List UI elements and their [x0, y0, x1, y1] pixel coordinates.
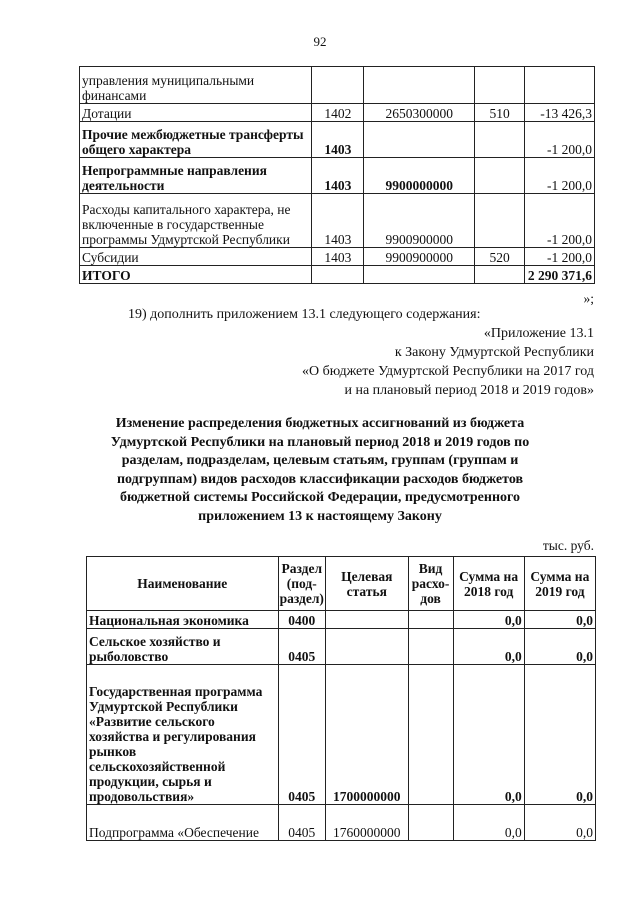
cell-name: Национальная экономика	[87, 611, 279, 629]
cell-name: Прочие межбюджетные трансферты общего характера	[80, 122, 312, 158]
cell-target: 9900000000	[364, 158, 475, 194]
table-row	[87, 629, 596, 665]
cell-sum-2018: 0,0	[453, 629, 524, 665]
cell-target	[364, 122, 475, 158]
table-row	[80, 122, 595, 158]
table-row	[80, 104, 595, 122]
cell-section: 0405	[278, 629, 325, 665]
cell-name: Государственная программа Удмуртской Республики «Развитие сельского хозяйства и регулирования рынков сельскохозяйственной продукции, сырья и продовольствия»	[87, 665, 279, 805]
cell-target: 9900900000	[364, 248, 475, 266]
cell-section	[312, 266, 364, 284]
cell-amount: -1 200,0	[525, 158, 595, 194]
cell-sum-2019: 0,0	[524, 805, 595, 841]
header-section: Раздел (под-раздел)	[278, 557, 325, 611]
cell-name: ИТОГО	[80, 266, 312, 284]
cell-name: Подпрограмма «Обеспечение	[87, 805, 279, 841]
cell-sum-2018: 0,0	[453, 805, 524, 841]
cell-name: управления муниципальными финансами	[80, 67, 312, 104]
cell-name: Субсидии	[80, 248, 312, 266]
table-row	[87, 665, 596, 805]
cell-section: 0405	[278, 665, 325, 805]
cell-amount: -1 200,0	[525, 194, 595, 248]
header-sum-2019: Сумма на 2019 год	[524, 557, 595, 611]
budget-table-appendix-body	[87, 611, 596, 841]
cell-sum-2019: 0,0	[524, 665, 595, 805]
cell-type: 510	[475, 104, 525, 122]
cell-name: Дотации	[80, 104, 312, 122]
table-row	[87, 611, 596, 629]
cell-target: 9900900000	[364, 194, 475, 248]
cell-target	[364, 266, 475, 284]
cell-name: Расходы капитального характера, не включенные в государственные программы Удмуртской Республики	[80, 194, 312, 248]
cell-type	[475, 266, 525, 284]
cell-target: 1760000000	[325, 805, 408, 841]
table-row	[80, 67, 595, 104]
appendix-line: «Приложение 13.1	[483, 326, 594, 341]
cell-sum-2018: 0,0	[453, 665, 524, 805]
appendix-line: и на плановый период 2018 и 2019 годов»	[344, 383, 594, 398]
cell-target	[325, 611, 408, 629]
cell-section: 1403	[312, 248, 364, 266]
cell-section: 1403	[312, 158, 364, 194]
cell-sum-2019: 0,0	[524, 611, 595, 629]
appendix-reference	[302, 324, 594, 400]
cell-section: 1403	[312, 122, 364, 158]
cell-target	[364, 67, 475, 104]
cell-target: 1700000000	[325, 665, 408, 805]
appendix-line: к Закону Удмуртской Республики	[394, 345, 594, 360]
cell-type	[475, 67, 525, 104]
cell-name: Сельское хозяйство и рыболовство	[87, 629, 279, 665]
cell-target	[325, 629, 408, 665]
cell-name: Непрограммные направления деятельности	[80, 158, 312, 194]
header-sum-2018: Сумма на 2018 год	[453, 557, 524, 611]
cell-section: 1403	[312, 194, 364, 248]
cell-amount: -1 200,0	[525, 248, 595, 266]
header-target: Целевая статья	[325, 557, 408, 611]
table-row	[80, 248, 595, 266]
cell-sum-2018: 0,0	[453, 611, 524, 629]
cell-section	[312, 67, 364, 104]
cell-amount: -13 426,3	[525, 104, 595, 122]
cell-type	[408, 611, 453, 629]
cell-type	[475, 158, 525, 194]
table-row	[80, 194, 595, 248]
cell-type	[475, 122, 525, 158]
budget-table-appendix	[86, 556, 596, 841]
budget-table-top-body	[80, 67, 595, 284]
closing-quote: »;	[583, 291, 594, 306]
cell-section: 1402	[312, 104, 364, 122]
cell-type	[408, 665, 453, 805]
table-row	[80, 158, 595, 194]
header-type: Вид расхо-дов	[408, 557, 453, 611]
cell-amount: 2 290 371,6	[525, 266, 595, 284]
cell-type	[475, 194, 525, 248]
cell-section: 0405	[278, 805, 325, 841]
cell-type	[408, 629, 453, 665]
header-row	[87, 557, 596, 611]
appendix-line: «О бюджете Удмуртской Республики на 2017 год	[301, 364, 594, 379]
cell-type	[408, 805, 453, 841]
amendment-paragraph: 19) дополнить приложением 13.1 следующего содержания:	[128, 307, 481, 322]
cell-target: 2650300000	[364, 104, 475, 122]
cell-amount	[525, 67, 595, 104]
header-name: Наименование	[87, 557, 279, 611]
table-header	[87, 557, 596, 611]
cell-sum-2019: 0,0	[524, 629, 595, 665]
cell-section: 0400	[278, 611, 325, 629]
table-row-total	[80, 266, 595, 284]
page-number: 92	[313, 34, 327, 49]
cell-amount: -1 200,0	[525, 122, 595, 158]
budget-table-top	[79, 66, 595, 284]
cell-type: 520	[475, 248, 525, 266]
units-label: тыс. руб.	[542, 538, 594, 553]
section-heading: Изменение распределения бюджетных ассигнований из бюджета Удмуртской Республики на плановый период 2018 и 2019 годов по разделам, подразделам, целевым статьям, группам (группам и подгруппам) видов расходов классификации расходов бюджетов бюджетной системы Российской Федерации, предусмотренного приложением 13 к настоящему Закону	[110, 416, 530, 524]
table-row	[87, 805, 596, 841]
